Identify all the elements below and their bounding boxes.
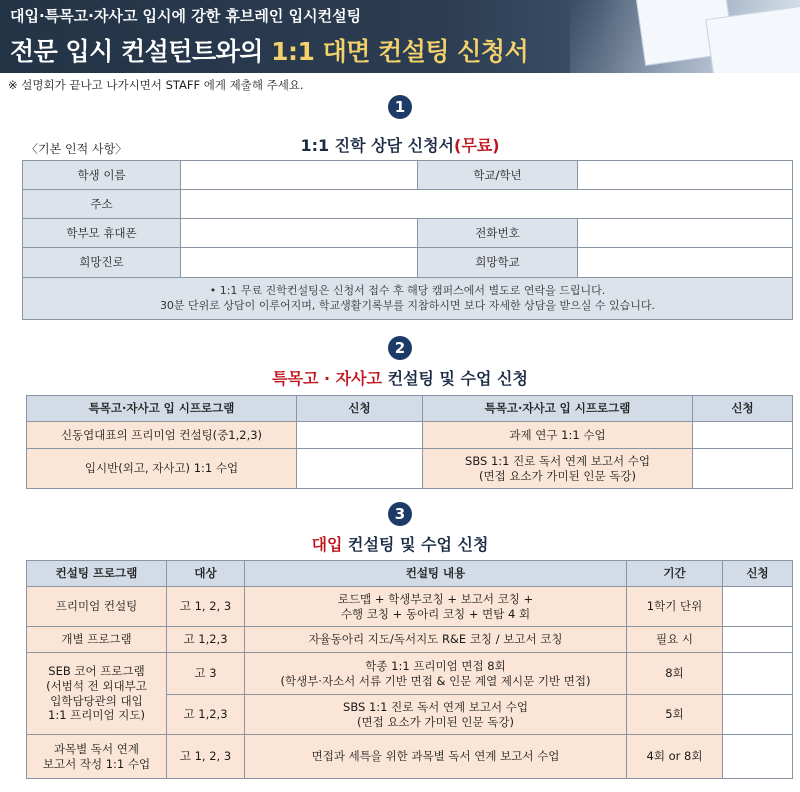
content-line-1: SBS 1:1 진로 독서 연계 보고서 수업 [343,699,528,714]
section2-title-rest: 컨설팅 및 수업 신청 [382,369,528,388]
table-row-program: 프리미엄 컨설팅 [27,587,167,627]
submission-note: ※ 설명회가 끝나고 나가시면서 STAFF 에게 제출해 주세요. [8,78,304,92]
section3-title-red: 대입 [311,535,343,554]
target-school-field[interactable] [578,248,793,278]
program-sbs-reading [423,449,693,489]
section-number-1: 1 [388,95,412,119]
table-row-period: 5회 [627,695,723,735]
table-row-period: 4회 or 8회 [627,735,723,779]
table-row-program: 개별 프로그램 [27,627,167,653]
header-target: 대상 [167,561,245,587]
banner-title-highlight: 1:1 대면 컨설팅 신청서 [271,37,529,66]
student-name-label: 학생 이름 [23,161,181,190]
content-line-2: 수행 코칭 + 동아리 코칭 + 면탐 4 회 [340,606,531,621]
apply-checkbox[interactable] [693,422,793,449]
section1-title-free: (무료) [454,136,500,155]
banner-title-main: 전문 입시 컨설턴트와의 [10,37,272,66]
program-line-2: (서범석 전 외대부고 [46,678,147,693]
section-number-3: 3 [388,502,412,526]
header-content: 컨설팅 내용 [245,561,627,587]
table-row-target: 고 1,2,3 [167,695,245,735]
section2-title-red: 특목고 · 자사고 [272,369,383,388]
address-label: 주소 [23,190,181,219]
program-line-2: 보고서 작성 1:1 수업 [42,756,151,771]
special-school-table [26,395,793,489]
program-line-4: 1:1 프리미엄 지도) [48,708,145,723]
header-program: 컨설팅 프로그램 [27,561,167,587]
consulting-info [23,278,793,320]
table-row-content [245,653,627,695]
table-row-period: 8회 [627,653,723,695]
header-program-right: 특목고·자사고 입 시프로그램 [423,396,693,422]
content-line-2: (학생부·자소서 서류 기반 면접 & 인문 계열 제시문 기반 면접) [280,673,591,688]
section1-title-main: 1:1 진학 상담 신청서 [300,136,455,155]
parent-phone-label: 학부모 휴대폰 [23,219,181,248]
table-row-content: 면접과 세특을 위한 과목별 독서 연계 보고서 수업 [245,735,627,779]
school-grade-label: 학교/학년 [418,161,578,190]
program-line-1: 과목별 독서 연계 [53,741,140,756]
phone-label: 전화번호 [418,219,578,248]
table-row-content [245,695,627,735]
table-row-period: 1학기 단위 [627,587,723,627]
section2-title [0,366,800,389]
header-apply-left: 신청 [297,396,423,422]
info-line-1: • 1:1 무료 진학컨설팅은 신청서 접수 후 해당 캠퍼스에서 별도로 연락을 드립니다. [209,284,606,298]
header-banner [0,0,800,73]
sbs-line-2: (면접 요소가 가미된 인문 독강) [479,468,636,483]
apply-checkbox[interactable] [693,449,793,489]
banner-subtitle: 대입·특목고·자사고 입시에 강한 휴브레인 입시컨설팅 [10,7,362,25]
sbs-line-1: SBS 1:1 진로 독서 연계 보고서 수업 [465,453,650,468]
program-line-3: 입학담당관의 대입 [50,693,143,708]
header-program-left: 특목고·자사고 입 시프로그램 [27,396,297,422]
career-label: 희망진로 [23,248,181,278]
career-field[interactable] [181,248,418,278]
program-line-1: SEB 코어 프로그램 [48,663,145,678]
program-research-class: 과제 연구 1:1 수업 [423,422,693,449]
apply-checkbox[interactable] [723,653,793,695]
section-number-2: 2 [388,336,412,360]
apply-checkbox[interactable] [297,422,423,449]
banner-decoration [570,0,800,73]
info-line-2: 30분 단위로 상담이 이루어지며, 학교생활기록부를 지참하시면 보다 자세한 상담을 받으실 수 있습니다. [159,298,656,312]
header-apply-right: 신청 [693,396,793,422]
phone-field[interactable] [578,219,793,248]
basic-info-table [22,160,793,320]
university-consulting-table [26,560,793,779]
header-apply: 신청 [723,561,793,587]
banner-title [10,32,528,68]
table-row-target: 고 3 [167,653,245,695]
target-school-label: 희망학교 [418,248,578,278]
apply-checkbox[interactable] [723,627,793,653]
table-row-target: 고 1,2,3 [167,627,245,653]
table-row-target: 고 1, 2, 3 [167,587,245,627]
content-line-1: 로드맵 + 학생부코칭 + 보고서 코칭 + [337,591,534,606]
apply-checkbox[interactable] [723,695,793,735]
table-row-period: 필요 시 [627,627,723,653]
table-row-content [245,587,627,627]
content-line-2: (면접 요소가 가미된 인문 독강) [357,714,514,729]
content-line-1: 학종 1:1 프리미엄 면접 8회 [365,658,506,673]
address-field[interactable] [181,190,793,219]
apply-checkbox[interactable] [723,587,793,627]
apply-checkbox[interactable] [297,449,423,489]
header-period: 기간 [627,561,723,587]
table-row-target: 고 1, 2, 3 [167,735,245,779]
school-grade-field[interactable] [578,161,793,190]
program-premium-consulting: 신동엽대표의 프리미엄 컨설팅(중1,2,3) [27,422,297,449]
section3-title [0,532,800,555]
table-row-program [27,653,167,735]
basic-info-label: 〈기본 인적 사항〉 [26,142,128,156]
parent-phone-field[interactable] [181,219,418,248]
program-admission-class: 입시반(외고, 자사고) 1:1 수업 [27,449,297,489]
table-row-content: 자율동아리 지도/독서지도 R&E 코칭 / 보고서 코칭 [245,627,627,653]
table-row-program [27,735,167,779]
section3-title-rest: 컨설팅 및 수업 신청 [342,535,489,554]
student-name-field[interactable] [181,161,418,190]
apply-checkbox[interactable] [723,735,793,779]
